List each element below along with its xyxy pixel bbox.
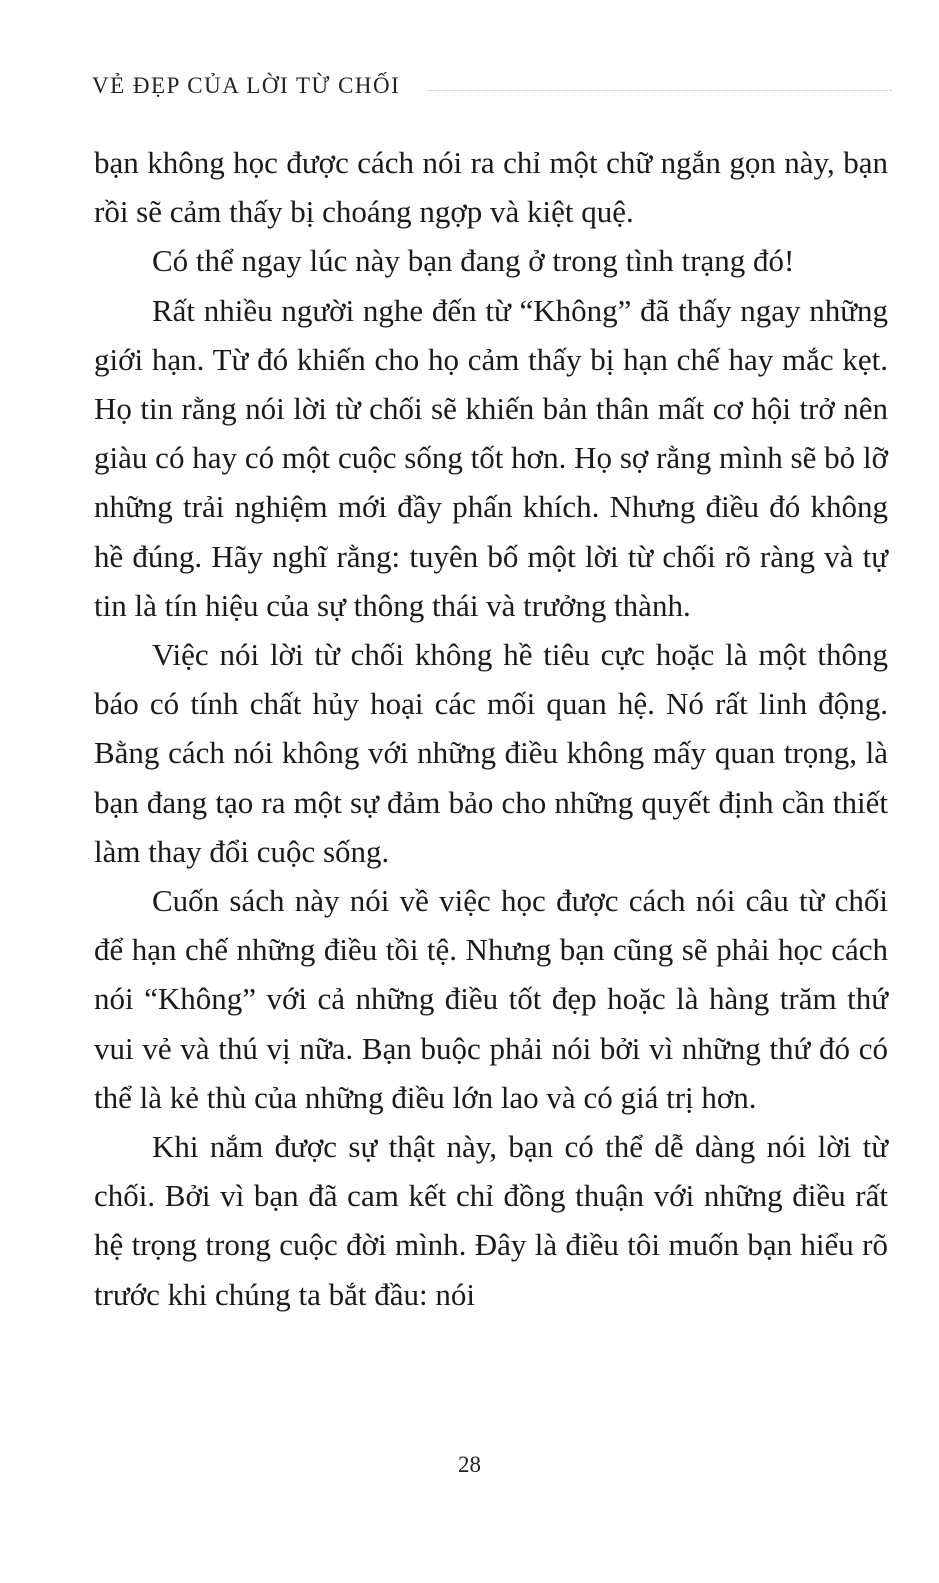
paragraph: Rất nhiều người nghe đến từ “Không” đã thấy ngay những giới hạn. Từ đó khiến cho họ cảm thấy bị hạn chế hay mắc kẹt. Họ tin rằng nói lời từ chối sẽ khiến bản thân mất cơ hội trở nên giàu có hay có một cuộc sống tốt hơn. Họ sợ rằng mình sẽ bỏ lỡ những trải nghiệm mới đầy phấn khích. Nhưng điều đó không hề đúng. Hãy nghĩ rằng: tuyên bố một lời từ chối rõ ràng và tự tin là tín hiệu của sự thông thái và trưởng thành. [94, 292, 888, 623]
paragraph: Khi nắm được sự thật này, bạn có thể dễ dàng nói lời từ chối. Bởi vì bạn đã cam kết chỉ đồng thuận với những điều rất hệ trọng trong cuộc đời mình. Đây là điều tôi muốn bạn hiểu rõ trước khi chúng ta bắt đầu: nói [94, 1129, 888, 1312]
body-text [94, 138, 888, 1319]
paragraph: Có thể ngay lúc này bạn đang ở trong tình trạng đó! [152, 243, 795, 279]
paragraph-continued: bạn không học được cách nói ra chỉ một chữ ngắn gọn này, bạn rồi sẽ cảm thấy bị choáng ngợp và kiệt quệ. [94, 145, 888, 230]
running-title: VẺ ĐẸP CỦA LỜI TỪ CHỐI [92, 73, 401, 98]
paragraph: Việc nói lời từ chối không hề tiêu cực hoặc là một thông báo có tính chất hủy hoại các mối quan hệ. Nó rất linh động. Bằng cách nói không với những điều không mấy quan trọng, là bạn đang tạo ra một sự đảm bảo cho những quyết định cần thiết làm thay đổi cuộc sống. [94, 637, 888, 869]
page-number: 28 [458, 1452, 481, 1477]
running-header [92, 66, 892, 106]
paragraph: Cuốn sách này nói về việc học được cách nói câu từ chối để hạn chế những điều tồi tệ. Nhưng bạn cũng sẽ phải học cách nói “Không” với cả những điều tốt đẹp hoặc là hàng trăm thứ vui vẻ và thú vị nữa. Bạn buộc phải nói bởi vì những thứ đó có thể là kẻ thù của những điều lớn lao và có giá trị hơn. [94, 883, 888, 1115]
header-dotted-rule [428, 90, 892, 91]
